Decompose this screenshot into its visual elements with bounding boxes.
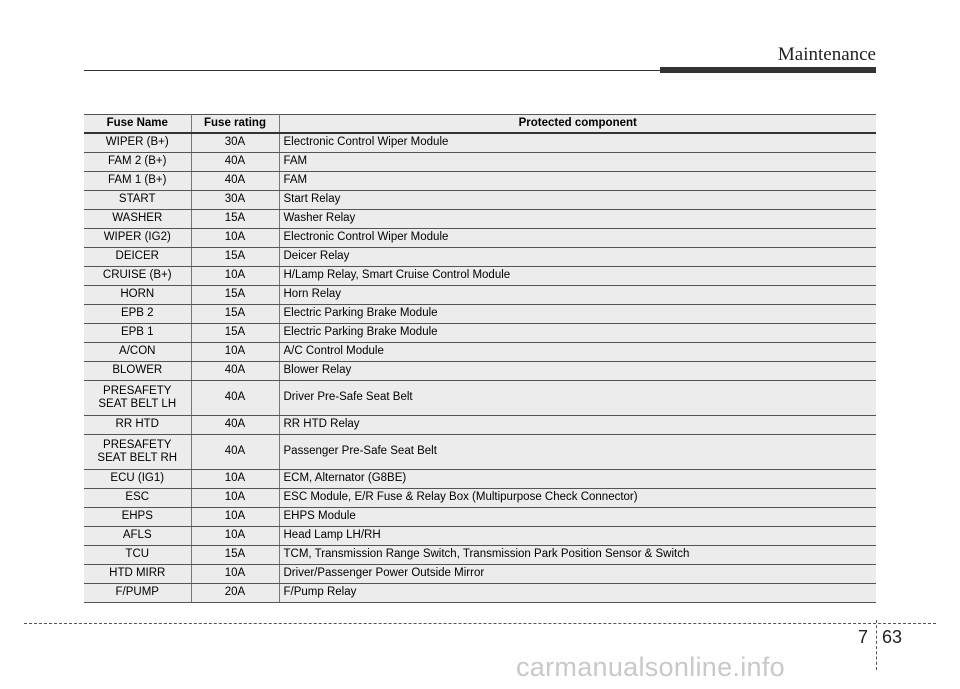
protected-component-cell: Washer Relay <box>279 210 876 229</box>
table-row <box>84 416 876 435</box>
protected-component-cell: RR HTD Relay <box>279 416 876 435</box>
protected-component-cell: Electric Parking Brake Module <box>279 324 876 343</box>
fuse-name-cell: PRESAFETY SEAT BELT RH <box>84 435 191 470</box>
footer-separator <box>876 620 877 670</box>
table-row <box>84 267 876 286</box>
fuse-rating-cell: 10A <box>191 229 279 248</box>
fuse-rating-cell: 10A <box>191 470 279 489</box>
fuse-rating-cell: 40A <box>191 362 279 381</box>
fuse-name-cell: TCU <box>84 546 191 565</box>
table-row <box>84 191 876 210</box>
protected-component-cell: Driver Pre-Safe Seat Belt <box>279 381 876 416</box>
fuse-name-cell: F/PUMP <box>84 584 191 603</box>
fuse-rating-cell: 20A <box>191 584 279 603</box>
table-row <box>84 229 876 248</box>
table-row <box>84 210 876 229</box>
fuse-rating-cell: 10A <box>191 267 279 286</box>
protected-component-cell: FAM <box>279 172 876 191</box>
fuse-name-cell: WIPER (B+) <box>84 133 191 153</box>
protected-component-cell: Head Lamp LH/RH <box>279 527 876 546</box>
fuse-name-cell: CRUISE (B+) <box>84 267 191 286</box>
fuse-name-cell: EHPS <box>84 508 191 527</box>
table-row <box>84 324 876 343</box>
fuse-name-cell: FAM 2 (B+) <box>84 153 191 172</box>
fuse-name-cell: BLOWER <box>84 362 191 381</box>
table-row <box>84 305 876 324</box>
fuse-rating-cell: 15A <box>191 305 279 324</box>
fuse-rating-cell: 40A <box>191 416 279 435</box>
fuse-name-cell: DEICER <box>84 248 191 267</box>
section-title: Maintenance <box>777 44 876 65</box>
table-row <box>84 286 876 305</box>
protected-component-cell: Electronic Control Wiper Module <box>279 229 876 248</box>
fuse-rating-cell: 15A <box>191 546 279 565</box>
fuse-rating-cell: 30A <box>191 191 279 210</box>
fuse-name-cell: AFLS <box>84 527 191 546</box>
page-number: 63 <box>882 627 903 647</box>
fuse-name-cell: WIPER (IG2) <box>84 229 191 248</box>
table-row <box>84 489 876 508</box>
fuse-rating-cell: 10A <box>191 508 279 527</box>
fuse-name-cell: EPB 1 <box>84 324 191 343</box>
fuse-name-cell: EPB 2 <box>84 305 191 324</box>
protected-component-cell: Horn Relay <box>279 286 876 305</box>
fuse-rating-cell: 10A <box>191 489 279 508</box>
table-row <box>84 565 876 584</box>
fuse-name-cell: HORN <box>84 286 191 305</box>
protected-component-cell: ECM, Alternator (G8BE) <box>279 470 876 489</box>
protected-component-cell: TCM, Transmission Range Switch, Transmission Park Position Sensor & Switch <box>279 546 876 565</box>
table-body <box>84 133 876 603</box>
column-header-protected-component: Protected component <box>279 115 876 134</box>
protected-component-cell: FAM <box>279 153 876 172</box>
watermark: carmanualsonline.info <box>516 652 785 682</box>
fuse-rating-cell: 15A <box>191 210 279 229</box>
table-row <box>84 584 876 603</box>
protected-component-cell: A/C Control Module <box>279 343 876 362</box>
table-row <box>84 508 876 527</box>
fuse-name-cell: HTD MIRR <box>84 565 191 584</box>
fuse-rating-cell: 15A <box>191 286 279 305</box>
protected-component-cell: EHPS Module <box>279 508 876 527</box>
column-header-fuse-name: Fuse Name <box>84 115 191 134</box>
protected-component-cell: Electronic Control Wiper Module <box>279 133 876 153</box>
protected-component-cell: H/Lamp Relay, Smart Cruise Control Module <box>279 267 876 286</box>
table-row <box>84 435 876 470</box>
table-row <box>84 527 876 546</box>
protected-component-cell: Passenger Pre-Safe Seat Belt <box>279 435 876 470</box>
fuse-rating-cell: 15A <box>191 324 279 343</box>
protected-component-cell: Driver/Passenger Power Outside Mirror <box>279 565 876 584</box>
fuse-rating-cell: 10A <box>191 343 279 362</box>
footer-divider <box>24 623 936 624</box>
fuse-name-cell: PRESAFETY SEAT BELT LH <box>84 381 191 416</box>
table-row <box>84 153 876 172</box>
fuse-name-cell: A/CON <box>84 343 191 362</box>
protected-component-cell: Deicer Relay <box>279 248 876 267</box>
fuse-rating-cell: 30A <box>191 133 279 153</box>
protected-component-cell: Blower Relay <box>279 362 876 381</box>
chapter-number: 7 <box>858 627 869 647</box>
protected-component-cell: Electric Parking Brake Module <box>279 305 876 324</box>
header-divider <box>84 70 664 71</box>
header-accent-bar <box>660 67 876 73</box>
fuse-rating-cell: 15A <box>191 248 279 267</box>
protected-component-cell: ESC Module, E/R Fuse & Relay Box (Multipurpose Check Connector) <box>279 489 876 508</box>
table-header-row <box>84 115 876 134</box>
fuse-rating-cell: 10A <box>191 565 279 584</box>
fuse-name-cell: ESC <box>84 489 191 508</box>
protected-component-cell: Start Relay <box>279 191 876 210</box>
table-row <box>84 133 876 153</box>
table-row <box>84 172 876 191</box>
fuse-name-cell: FAM 1 (B+) <box>84 172 191 191</box>
fuse-name-cell: ECU (IG1) <box>84 470 191 489</box>
table-row <box>84 546 876 565</box>
fuse-table <box>84 114 876 603</box>
table-row <box>84 362 876 381</box>
table-row <box>84 381 876 416</box>
fuse-name-cell: WASHER <box>84 210 191 229</box>
table-row <box>84 343 876 362</box>
fuse-rating-cell: 40A <box>191 381 279 416</box>
fuse-rating-cell: 40A <box>191 153 279 172</box>
fuse-rating-cell: 40A <box>191 435 279 470</box>
fuse-name-cell: START <box>84 191 191 210</box>
fuse-rating-cell: 10A <box>191 527 279 546</box>
table-row <box>84 248 876 267</box>
fuse-rating-cell: 40A <box>191 172 279 191</box>
table-row <box>84 470 876 489</box>
protected-component-cell: F/Pump Relay <box>279 584 876 603</box>
column-header-fuse-rating: Fuse rating <box>191 115 279 134</box>
fuse-name-cell: RR HTD <box>84 416 191 435</box>
